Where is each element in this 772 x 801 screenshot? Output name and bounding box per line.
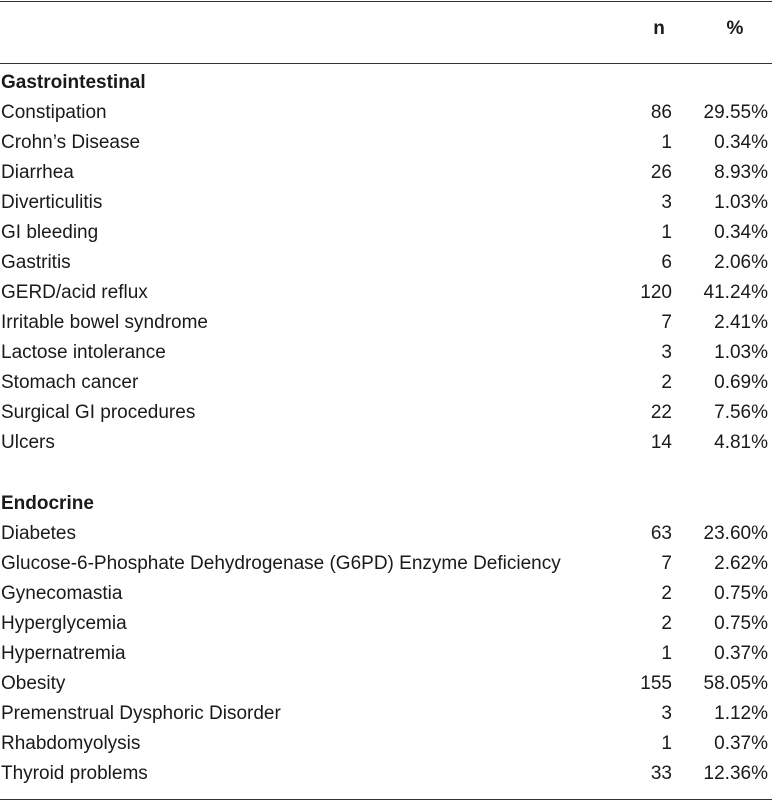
row-n: 7 xyxy=(661,312,672,333)
row-n: 22 xyxy=(650,402,672,423)
row-n: 2 xyxy=(661,372,672,393)
row-label: Diarrhea xyxy=(1,162,74,183)
row-percent: 12.36% xyxy=(703,763,768,784)
row-label: Hyperglycemia xyxy=(1,613,127,634)
table-row xyxy=(0,282,772,312)
row-label: Obesity xyxy=(1,673,66,694)
row-label: Diverticulitis xyxy=(1,192,103,213)
table-row xyxy=(0,102,772,132)
top-rule xyxy=(0,1,772,2)
row-percent: 4.81% xyxy=(714,432,768,453)
row-percent: 2.06% xyxy=(714,252,768,273)
row-label: Irritable bowel syndrome xyxy=(1,312,208,333)
header-rule xyxy=(0,63,772,64)
column-header-n: n xyxy=(653,18,665,39)
row-n: 6 xyxy=(661,252,672,273)
row-label: Diabetes xyxy=(1,523,76,544)
table-row xyxy=(0,613,772,643)
row-percent: 0.34% xyxy=(714,222,768,243)
table-row xyxy=(0,312,772,342)
table-row xyxy=(0,372,772,402)
table-row xyxy=(0,733,772,763)
row-percent: 58.05% xyxy=(703,673,768,694)
row-n: 63 xyxy=(650,523,672,544)
table-row xyxy=(0,583,772,613)
row-n: 86 xyxy=(650,102,672,123)
row-n: 14 xyxy=(650,432,672,453)
row-n: 2 xyxy=(661,583,672,604)
row-label: Glucose-6-Phosphate Dehydrogenase (G6PD) Enzyme Deficiency xyxy=(1,553,561,574)
row-label: Lactose intolerance xyxy=(1,342,166,363)
table-row xyxy=(0,132,772,162)
row-label: Gynecomastia xyxy=(1,583,123,604)
section-title-endocrine: Endocrine xyxy=(1,493,94,514)
row-percent: 1.03% xyxy=(714,192,768,213)
table-row xyxy=(0,643,772,673)
row-percent: 2.62% xyxy=(714,553,768,574)
row-percent: 0.37% xyxy=(714,643,768,664)
row-label: GERD/acid reflux xyxy=(1,282,148,303)
row-label: Rhabdomyolysis xyxy=(1,733,141,754)
row-n: 1 xyxy=(661,643,672,664)
row-percent: 0.37% xyxy=(714,733,768,754)
table-row xyxy=(0,763,772,793)
row-n: 26 xyxy=(650,162,672,183)
row-label: Gastritis xyxy=(1,252,71,273)
row-label: Hypernatremia xyxy=(1,643,126,664)
row-label: Thyroid problems xyxy=(1,763,148,784)
row-label: Ulcers xyxy=(1,432,55,453)
row-n: 3 xyxy=(661,342,672,363)
row-label: Constipation xyxy=(1,102,107,123)
row-n: 1 xyxy=(661,222,672,243)
row-percent: 0.34% xyxy=(714,132,768,153)
row-n: 155 xyxy=(640,673,672,694)
row-label: Stomach cancer xyxy=(1,372,139,393)
row-percent: 29.55% xyxy=(703,102,768,123)
table-row xyxy=(0,703,772,733)
table-row xyxy=(0,162,772,192)
row-label: Surgical GI procedures xyxy=(1,402,196,423)
row-label: GI bleeding xyxy=(1,222,99,243)
row-percent: 7.56% xyxy=(714,402,768,423)
bottom-rule xyxy=(0,799,772,800)
row-percent: 23.60% xyxy=(703,523,768,544)
row-n: 2 xyxy=(661,613,672,634)
table-row xyxy=(0,553,772,583)
row-label: Crohn’s Disease xyxy=(1,132,141,153)
table-row xyxy=(0,673,772,703)
table-row xyxy=(0,342,772,372)
row-n: 7 xyxy=(661,553,672,574)
section-title-gastrointestinal: Gastrointestinal xyxy=(1,72,146,93)
row-percent: 0.75% xyxy=(714,583,768,604)
row-percent: 1.03% xyxy=(714,342,768,363)
table-row xyxy=(0,222,772,252)
row-percent: 1.12% xyxy=(714,703,768,724)
row-n: 3 xyxy=(661,703,672,724)
row-n: 33 xyxy=(650,763,672,784)
column-header-percent: % xyxy=(726,18,744,39)
row-n: 3 xyxy=(661,192,672,213)
row-percent: 8.93% xyxy=(714,162,768,183)
table-row xyxy=(0,432,772,462)
row-percent: 2.41% xyxy=(714,312,768,333)
row-n: 1 xyxy=(661,132,672,153)
row-n: 1 xyxy=(661,733,672,754)
row-percent: 0.69% xyxy=(714,372,768,393)
table-row xyxy=(0,523,772,553)
row-percent: 0.75% xyxy=(714,613,768,634)
row-n: 120 xyxy=(640,282,672,303)
table-row xyxy=(0,192,772,222)
table-row xyxy=(0,402,772,432)
row-percent: 41.24% xyxy=(703,282,768,303)
row-label: Premenstrual Dysphoric Disorder xyxy=(1,703,281,724)
table-row xyxy=(0,252,772,282)
